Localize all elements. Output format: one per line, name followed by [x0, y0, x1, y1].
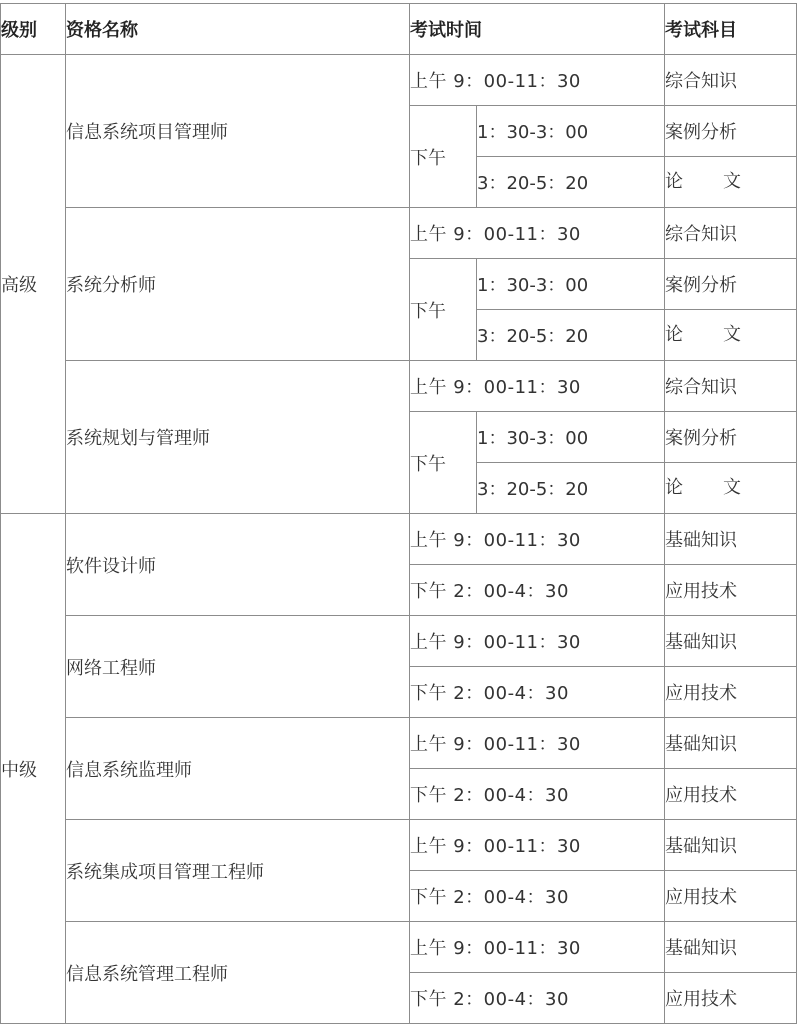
exam-time-afternoon-2: 3：20-5：20 [477, 310, 665, 361]
paper-char-1: 论 [665, 476, 683, 498]
exam-schedule-table [0, 3, 797, 1024]
header-row [1, 4, 797, 55]
exam-subject-paper [665, 157, 797, 208]
exam-time-afternoon-1: 1：30-3：00 [477, 259, 665, 310]
exam-subject: 案例分析 [665, 106, 797, 157]
paper-char-2: 文 [723, 476, 741, 498]
qualification-name: 系统分析师 [66, 208, 410, 361]
exam-subject: 基础知识 [665, 718, 797, 769]
table-row [1, 820, 797, 871]
exam-subject: 应用技术 [665, 973, 797, 1024]
exam-time-morning: 上午 9：00-11：30 [410, 55, 665, 106]
table-row [1, 616, 797, 667]
exam-time-morning: 上午 9：00-11：30 [410, 616, 665, 667]
exam-time-morning: 上午 9：00-11：30 [410, 718, 665, 769]
exam-time-afternoon: 下午 2：00-4：30 [410, 769, 665, 820]
table-row [1, 514, 797, 565]
qualification-name: 系统集成项目管理工程师 [66, 820, 410, 922]
exam-subject: 应用技术 [665, 871, 797, 922]
header-level: 级别 [1, 4, 66, 55]
exam-time-morning: 上午 9：00-11：30 [410, 361, 665, 412]
exam-time-afternoon-label: 下午 [410, 412, 477, 514]
exam-subject: 基础知识 [665, 616, 797, 667]
qualification-name: 信息系统监理师 [66, 718, 410, 820]
table-row [1, 55, 797, 106]
exam-time-afternoon-label: 下午 [410, 259, 477, 361]
paper-char-1: 论 [665, 323, 683, 345]
exam-subject: 应用技术 [665, 667, 797, 718]
exam-time-morning: 上午 9：00-11：30 [410, 514, 665, 565]
exam-time-afternoon: 下午 2：00-4：30 [410, 973, 665, 1024]
exam-time-afternoon: 下午 2：00-4：30 [410, 565, 665, 616]
exam-subject: 综合知识 [665, 55, 797, 106]
table-row [1, 922, 797, 973]
exam-time-morning: 上午 9：00-11：30 [410, 922, 665, 973]
level-cell-senior: 高级 [1, 55, 66, 514]
exam-time-afternoon: 下午 2：00-4：30 [410, 871, 665, 922]
header-time: 考试时间 [410, 4, 665, 55]
exam-time-afternoon-1: 1：30-3：00 [477, 106, 665, 157]
header-subject: 考试科目 [665, 4, 797, 55]
qualification-name: 网络工程师 [66, 616, 410, 718]
exam-subject: 案例分析 [665, 259, 797, 310]
exam-time-afternoon-2: 3：20-5：20 [477, 157, 665, 208]
qualification-name: 信息系统管理工程师 [66, 922, 410, 1024]
exam-subject: 基础知识 [665, 922, 797, 973]
header-name: 资格名称 [66, 4, 410, 55]
exam-time-afternoon-1: 1：30-3：00 [477, 412, 665, 463]
exam-subject-paper [665, 463, 797, 514]
exam-subject: 应用技术 [665, 769, 797, 820]
table-row [1, 361, 797, 412]
exam-time-morning: 上午 9：00-11：30 [410, 820, 665, 871]
exam-subject: 综合知识 [665, 361, 797, 412]
paper-char-2: 文 [723, 323, 741, 345]
exam-subject-paper [665, 310, 797, 361]
exam-time-afternoon-label: 下午 [410, 106, 477, 208]
level-cell-middle: 中级 [1, 514, 66, 1024]
qualification-name: 系统规划与管理师 [66, 361, 410, 514]
paper-char-2: 文 [723, 170, 741, 192]
exam-time-morning: 上午 9：00-11：30 [410, 208, 665, 259]
table-row [1, 208, 797, 259]
exam-subject: 应用技术 [665, 565, 797, 616]
exam-subject: 案例分析 [665, 412, 797, 463]
exam-subject: 基础知识 [665, 820, 797, 871]
exam-subject: 综合知识 [665, 208, 797, 259]
paper-char-1: 论 [665, 170, 683, 192]
exam-time-afternoon: 下午 2：00-4：30 [410, 667, 665, 718]
exam-time-afternoon-2: 3：20-5：20 [477, 463, 665, 514]
exam-subject: 基础知识 [665, 514, 797, 565]
qualification-name: 软件设计师 [66, 514, 410, 616]
table-row [1, 718, 797, 769]
qualification-name: 信息系统项目管理师 [66, 55, 410, 208]
